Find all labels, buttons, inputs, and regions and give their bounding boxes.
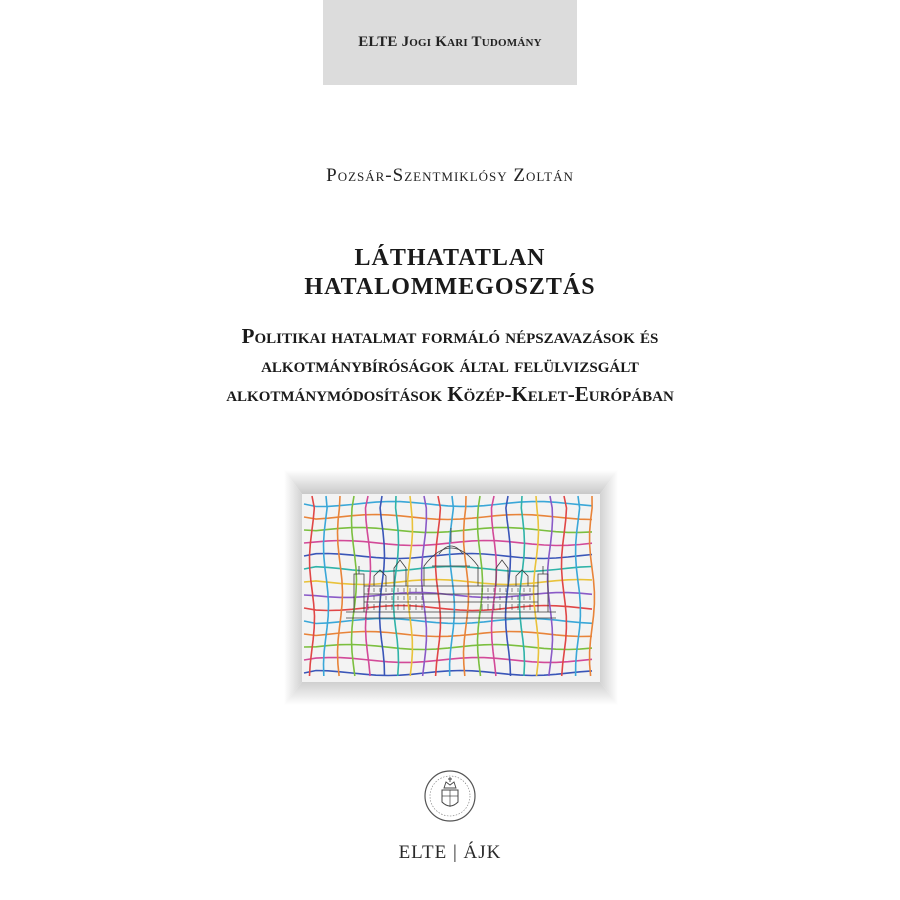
frame-bottom: [284, 682, 618, 705]
subtitle-line-3: alkotmánymódosítások Közép-Kelet-Európában: [226, 382, 674, 406]
university-seal-icon: [420, 760, 480, 826]
title-line-1: LÁTHATATLAN: [354, 245, 546, 271]
subtitle-line-1: Politikai hatalmat formáló népszavazások és: [241, 324, 659, 348]
book-title: [0, 244, 900, 302]
series-label: ELTE Jogi Kari Tudomány: [358, 34, 542, 50]
title-line-2: HATALOMMEGOSZTÁS: [304, 274, 596, 300]
subtitle-line-2: alkotmánybíróságok által felülvizsgált: [261, 353, 639, 377]
frame-right: [600, 470, 618, 705]
series-banner: [323, 0, 577, 85]
publisher-logo-text: ELTE | ÁJK: [398, 842, 502, 863]
author-name: Pozsár-Szentmiklósy Zoltán: [326, 165, 574, 186]
book-subtitle: [0, 322, 900, 409]
frame-top: [284, 470, 618, 494]
frame-left: [284, 470, 302, 705]
cover-illustration: [284, 470, 618, 705]
parliament-grid-illustration: [284, 470, 618, 705]
